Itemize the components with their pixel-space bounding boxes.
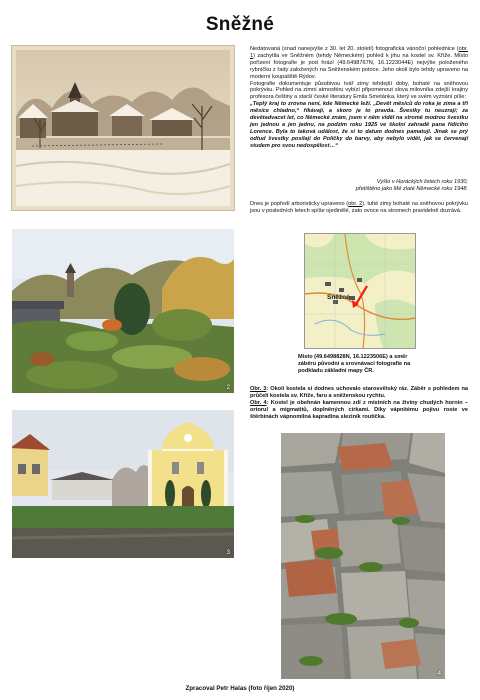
figure-1-ref: obr. 1 xyxy=(250,46,468,59)
page-title: Sněžné xyxy=(205,14,275,35)
figure-3-caption: Obr. 3: Okolí kostela si dodnes uchovalo starosvětský ráz. Záběr s pohledem na průčelí kostela sv. Kříže, faru a sněženskou rychtu. xyxy=(250,386,468,399)
map-place-label: Sněžné xyxy=(327,294,350,301)
photo-1-winter-postcard xyxy=(12,46,234,210)
photo-2-modern-view xyxy=(12,229,234,393)
figure-4-caption: Obr. 4: Kostel je obehnán kamennou zdí z místních na živiny chudých hornin – ortorul a migmatitů, doplněných církami. Díky vápnitému pojivu roste ve štěrbinách vápnomilná kapradina sleziník routička. xyxy=(250,399,469,420)
map-caption: Místo (49.6498828N, 16.1223506E) a směr záběru původní a srovnávací fotografie na podkladu základní mapy ČR. xyxy=(298,354,411,374)
winter-postcard-illustration xyxy=(12,46,234,210)
page-footer: Zpracoval Petr Halas (foto říjen 2020) xyxy=(185,685,295,692)
photo-4-stone-wall xyxy=(281,433,445,679)
today-text: Dnes je popředí arboristicky upraveno (obr. 2), tuhé zimy bohaté na sněhovou pokrývku jsou v posledních letech spíše ojedinělé, zato ovoce na stromech pravidelně dozrává. xyxy=(250,201,468,214)
figure-2-ref: obr. 2 xyxy=(348,201,363,207)
photo-3-church xyxy=(12,410,234,558)
intro-text: Nedatovaná (snad nanejvýše z 30. let 20. století) fotografická vánoční pohlednice (obr. 1) zachytila ve Sněžném (tehdy Německém) pohled k jihu na kostel sv. Kříže. Místo pořízení fotografie je pod hrází (49.6498767N, 16.1223044E) nejvýše položeného rybníčku z řady založených na Sněženském potoce. Jeho okolí bylo tehdy upraveno na moderní koupaliště Rýdov. Fotografie dokumentuje působivou tvář zimy tehdejší doby, bohaté na sněhovou pokrývku. Pohled na zimní atmosféru vybízí připomenout slova milovníka zdejší krajiny profesora češtiny a starší české literatury Emila Smetánka, který ve svém vyznání píše: „Teplý kraj to zrovna není, kde Německé leží. „Devět měsíců do roka je zima a tři měsíce chladno,“ říkávají, a skoro je to pravda. Švestky tu neuzrají; za devětadvacet let, co Německé znám, jsem v něm viděl na stromě modrou švestku jen jednou a jen jednu, na podzim roku 1925 ve školní zahradě pana řídicího Lorence. Byla to taková událost, že si to datum dodnes pamatuji. Jinak se prý odtud švestky posílají do Poličky do barvy, aby nebylo vidět, jak se červenají studem pro svou nedospělost…“ xyxy=(250,46,468,149)
stone-wall-illustration xyxy=(281,433,445,679)
modern-view-illustration xyxy=(12,229,234,393)
figures-3-4-text xyxy=(250,386,468,421)
map-illustration xyxy=(305,234,415,348)
photo-number-4: 4 xyxy=(437,671,441,677)
photo-number-2: 2 xyxy=(226,385,230,391)
photo-number-3: 3 xyxy=(226,550,230,556)
quote-source: Vyšlo v Horáckých listech roku 1930, přetištěno jako Mé zlaté Německé roku 1948. xyxy=(355,179,468,192)
quote-text: „Teplý kraj to zrovna není, kde Německé leží. „Devět měsíců do roka je zima a tři měsíce chladno,“ říkávají, a skoro je to pravda. Švestky tu neuzrají; za devětadvacet let, co Německé znám, jsem v něm viděl na stromě modrou švestku jen jednou a jen jednu, na podzim roku 1925 ve školní zahradě pana řídicího Lorence. Byla to taková událost, že si to datum dodnes pamatuji. Jinak se prý odtud švestky posílají do Poličky do barvy, aby nebylo vidět, jak se červenají studem pro svou nedospělost…“ xyxy=(250,101,468,149)
church-illustration xyxy=(12,410,234,558)
location-map xyxy=(305,234,415,348)
